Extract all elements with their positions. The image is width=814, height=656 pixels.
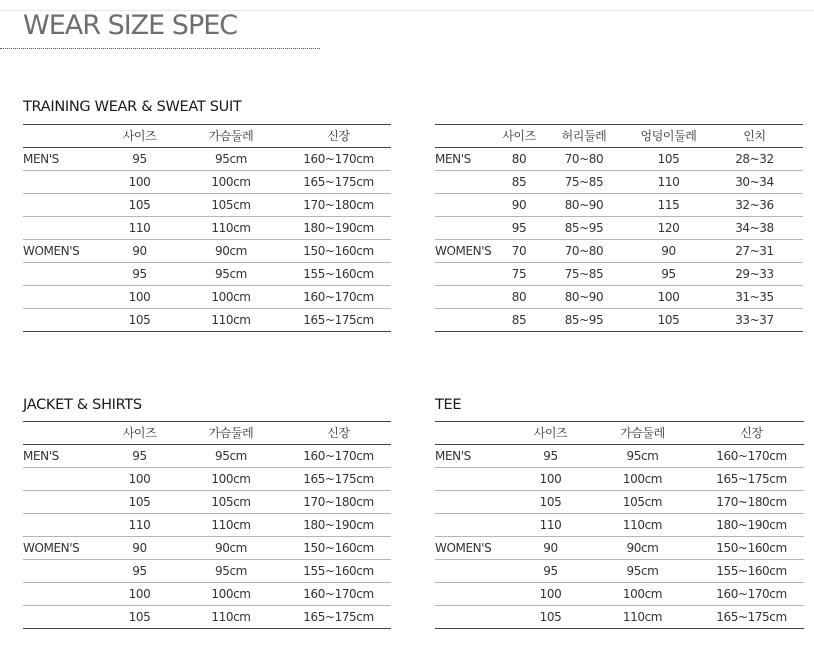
title-dotted-underline	[0, 48, 320, 49]
table-cell: 165~175cm	[699, 468, 804, 491]
table-cell: 95cm	[176, 263, 286, 286]
table-cell: 180~190cm	[286, 217, 391, 240]
table-cell: 80~90	[537, 194, 631, 217]
jacket-size-table	[23, 421, 391, 629]
table-cell: 165~175cm	[303, 610, 374, 624]
table-cell: 85	[501, 171, 537, 194]
gender-cell	[23, 491, 103, 514]
gender-cell	[23, 194, 103, 217]
table-cell: 100cm	[176, 468, 286, 491]
table-cell: 75~85	[537, 263, 631, 286]
table-cell: 160~170cm	[286, 286, 391, 309]
column-header	[435, 125, 501, 148]
table-row	[435, 309, 803, 332]
table-cell: 29~33	[706, 263, 803, 286]
table-cell: 100	[103, 171, 176, 194]
table-cell: 100	[515, 468, 586, 491]
gender-cell: MEN'S	[435, 148, 501, 171]
table-cell: 105	[103, 491, 176, 514]
table-row	[435, 537, 804, 560]
table-cell: 27~31	[706, 240, 803, 263]
table-cell: 90cm	[586, 537, 699, 560]
column-header: 사이즈	[103, 422, 176, 445]
table-row	[435, 171, 803, 194]
gender-cell	[23, 286, 103, 309]
table-row	[435, 491, 804, 514]
table-cell: 105	[631, 148, 706, 171]
table-cell: 33~37	[735, 313, 774, 327]
column-header	[23, 125, 103, 148]
table-cell: 110cm	[622, 610, 663, 624]
table-cell: 110cm	[586, 514, 699, 537]
table-cell: 150~160cm	[286, 240, 391, 263]
table-row	[23, 240, 391, 263]
training-size-table	[23, 124, 391, 332]
table-cell: 95	[515, 445, 586, 468]
gender-cell	[23, 171, 103, 194]
table-cell: 105	[657, 313, 680, 327]
gender-cell	[435, 217, 501, 240]
table-row	[23, 171, 391, 194]
table-cell: 85~95	[564, 313, 604, 327]
table-cell: 75~85	[537, 171, 631, 194]
table-cell: 165~175cm	[303, 313, 374, 327]
table-header-row	[23, 422, 391, 445]
table-row	[435, 286, 803, 309]
table-cell: 100cm	[586, 468, 699, 491]
page-title: WEAR SIZE SPEC	[23, 10, 238, 41]
table-cell: 110cm	[211, 313, 251, 327]
table-cell: 100cm	[586, 583, 699, 606]
table-cell: 32~36	[706, 194, 803, 217]
table-cell: 95cm	[176, 148, 286, 171]
table-cell: 28~32	[706, 148, 803, 171]
gender-cell: WOMEN'S	[435, 240, 501, 263]
table-cell: 100cm	[176, 171, 286, 194]
table-cell: 105cm	[586, 491, 699, 514]
table-cell: 180~190cm	[699, 514, 804, 537]
jacket-title: JACKET & SHIRTS	[23, 397, 142, 413]
table-cell: 80~90	[537, 286, 631, 309]
column-header: 신장	[286, 125, 391, 148]
table-row	[23, 309, 391, 332]
gender-cell	[435, 606, 515, 629]
column-header: 사이즈	[515, 422, 586, 445]
gender-cell	[23, 514, 103, 537]
table-cell: 70~80	[537, 148, 631, 171]
gender-cell	[435, 491, 515, 514]
table-cell: 80	[501, 148, 537, 171]
table-cell: 105cm	[176, 194, 286, 217]
table-row	[23, 514, 391, 537]
bottoms-size-table	[435, 124, 803, 332]
table-cell: 155~160cm	[286, 263, 391, 286]
table-cell: 160~170cm	[699, 583, 804, 606]
table-cell: 95	[103, 148, 176, 171]
table-row	[435, 194, 803, 217]
table-row	[435, 560, 804, 583]
table-cell: 110	[631, 171, 706, 194]
gender-cell	[23, 468, 103, 491]
table-cell: 155~160cm	[699, 560, 804, 583]
table-row	[23, 583, 391, 606]
gender-cell: MEN'S	[23, 148, 103, 171]
gender-cell	[23, 309, 103, 332]
column-header	[435, 422, 515, 445]
gender-cell	[435, 309, 501, 332]
table-cell: 110cm	[211, 610, 251, 624]
table-cell: 165~175cm	[286, 171, 391, 194]
table-row	[435, 240, 803, 263]
column-header: 사이즈	[501, 125, 537, 148]
column-header: 가슴둘레	[586, 422, 699, 445]
table-cell: 160~170cm	[286, 148, 391, 171]
table-row	[435, 606, 804, 629]
table-cell: 95cm	[586, 560, 699, 583]
gender-cell	[435, 583, 515, 606]
table-cell: 95	[631, 263, 706, 286]
table-row	[435, 148, 803, 171]
table-cell: 110	[515, 514, 586, 537]
table-cell: 165~175cm	[286, 468, 391, 491]
table-row	[435, 217, 803, 240]
table-cell: 110	[103, 217, 176, 240]
tee-title: TEE	[435, 397, 462, 413]
gender-cell	[23, 606, 103, 629]
table-cell: 160~170cm	[286, 583, 391, 606]
table-cell: 160~170cm	[699, 445, 804, 468]
table-cell: 110cm	[176, 514, 286, 537]
column-header: 인치	[706, 125, 803, 148]
table-row	[23, 606, 391, 629]
table-cell: 105	[539, 610, 562, 624]
column-header: 엉덩이둘레	[631, 125, 706, 148]
table-cell: 150~160cm	[286, 537, 391, 560]
table-row	[23, 217, 391, 240]
table-row	[435, 263, 803, 286]
table-cell: 95	[103, 560, 176, 583]
gender-cell	[23, 217, 103, 240]
table-cell: 90cm	[176, 240, 286, 263]
tee-size-table	[435, 421, 804, 629]
table-cell: 180~190cm	[286, 514, 391, 537]
table-cell: 30~34	[706, 171, 803, 194]
column-header: 신장	[699, 422, 804, 445]
table-cell: 70~80	[537, 240, 631, 263]
gender-cell	[435, 560, 515, 583]
table-cell: 100cm	[176, 583, 286, 606]
table-cell: 165~175cm	[716, 610, 787, 624]
table-row	[23, 491, 391, 514]
table-cell: 85	[511, 313, 527, 327]
gender-cell: WOMEN'S	[23, 240, 103, 263]
column-header: 허리둘레	[537, 125, 631, 148]
table-cell: 100	[631, 286, 706, 309]
table-cell: 105	[128, 313, 151, 327]
gender-cell	[435, 194, 501, 217]
gender-cell	[23, 583, 103, 606]
table-header-row	[435, 422, 804, 445]
table-row	[23, 537, 391, 560]
column-header: 사이즈	[103, 125, 176, 148]
table-header-row	[435, 125, 803, 148]
gender-cell: MEN'S	[23, 445, 103, 468]
table-cell: 90cm	[176, 537, 286, 560]
table-row	[23, 445, 391, 468]
table-cell: 170~180cm	[699, 491, 804, 514]
table-cell: 120	[631, 217, 706, 240]
table-row	[23, 148, 391, 171]
table-cell: 70	[501, 240, 537, 263]
table-cell: 105	[128, 610, 151, 624]
table-cell: 90	[103, 537, 176, 560]
table-cell: 170~180cm	[286, 491, 391, 514]
table-cell: 155~160cm	[286, 560, 391, 583]
table-cell: 110cm	[176, 217, 286, 240]
gender-cell	[435, 468, 515, 491]
table-cell: 150~160cm	[699, 537, 804, 560]
gender-cell	[435, 171, 501, 194]
table-cell: 95cm	[176, 445, 286, 468]
gender-cell: WOMEN'S	[435, 537, 515, 560]
table-cell: 105	[103, 194, 176, 217]
gender-cell: MEN'S	[435, 445, 515, 468]
table-cell: 31~35	[706, 286, 803, 309]
column-header: 신장	[286, 422, 391, 445]
table-cell: 95	[501, 217, 537, 240]
gender-cell	[23, 263, 103, 286]
table-cell: 105	[515, 491, 586, 514]
table-cell: 100	[103, 583, 176, 606]
table-cell: 95	[515, 560, 586, 583]
gender-cell: WOMEN'S	[23, 537, 103, 560]
table-row	[435, 468, 804, 491]
table-cell: 90	[501, 194, 537, 217]
gender-cell	[435, 514, 515, 537]
gender-cell	[435, 286, 501, 309]
table-cell: 115	[631, 194, 706, 217]
table-cell: 90	[631, 240, 706, 263]
column-header: 가슴둘레	[176, 422, 286, 445]
table-row	[23, 194, 391, 217]
training-title: TRAINING WEAR & SWEAT SUIT	[23, 99, 242, 115]
table-cell: 100	[103, 468, 176, 491]
table-cell: 75	[501, 263, 537, 286]
table-cell: 110	[103, 514, 176, 537]
table-cell: 34~38	[706, 217, 803, 240]
table-cell: 95	[103, 263, 176, 286]
table-cell: 105cm	[176, 491, 286, 514]
table-cell: 100	[103, 286, 176, 309]
table-cell: 170~180cm	[286, 194, 391, 217]
table-header-row	[23, 125, 391, 148]
column-header: 가슴둘레	[176, 125, 286, 148]
table-row	[23, 468, 391, 491]
table-cell: 80	[501, 286, 537, 309]
table-cell: 100cm	[176, 286, 286, 309]
table-cell: 95cm	[586, 445, 699, 468]
table-row	[435, 514, 804, 537]
table-row	[435, 445, 804, 468]
gender-cell	[23, 560, 103, 583]
table-row	[435, 583, 804, 606]
table-row	[23, 263, 391, 286]
table-cell: 100	[515, 583, 586, 606]
table-cell: 95	[103, 445, 176, 468]
table-cell: 85~95	[537, 217, 631, 240]
table-cell: 160~170cm	[286, 445, 391, 468]
table-cell: 90	[515, 537, 586, 560]
table-row	[23, 286, 391, 309]
table-row	[23, 560, 391, 583]
table-cell: 95cm	[176, 560, 286, 583]
gender-cell	[435, 263, 501, 286]
table-cell: 90	[103, 240, 176, 263]
column-header	[23, 422, 103, 445]
